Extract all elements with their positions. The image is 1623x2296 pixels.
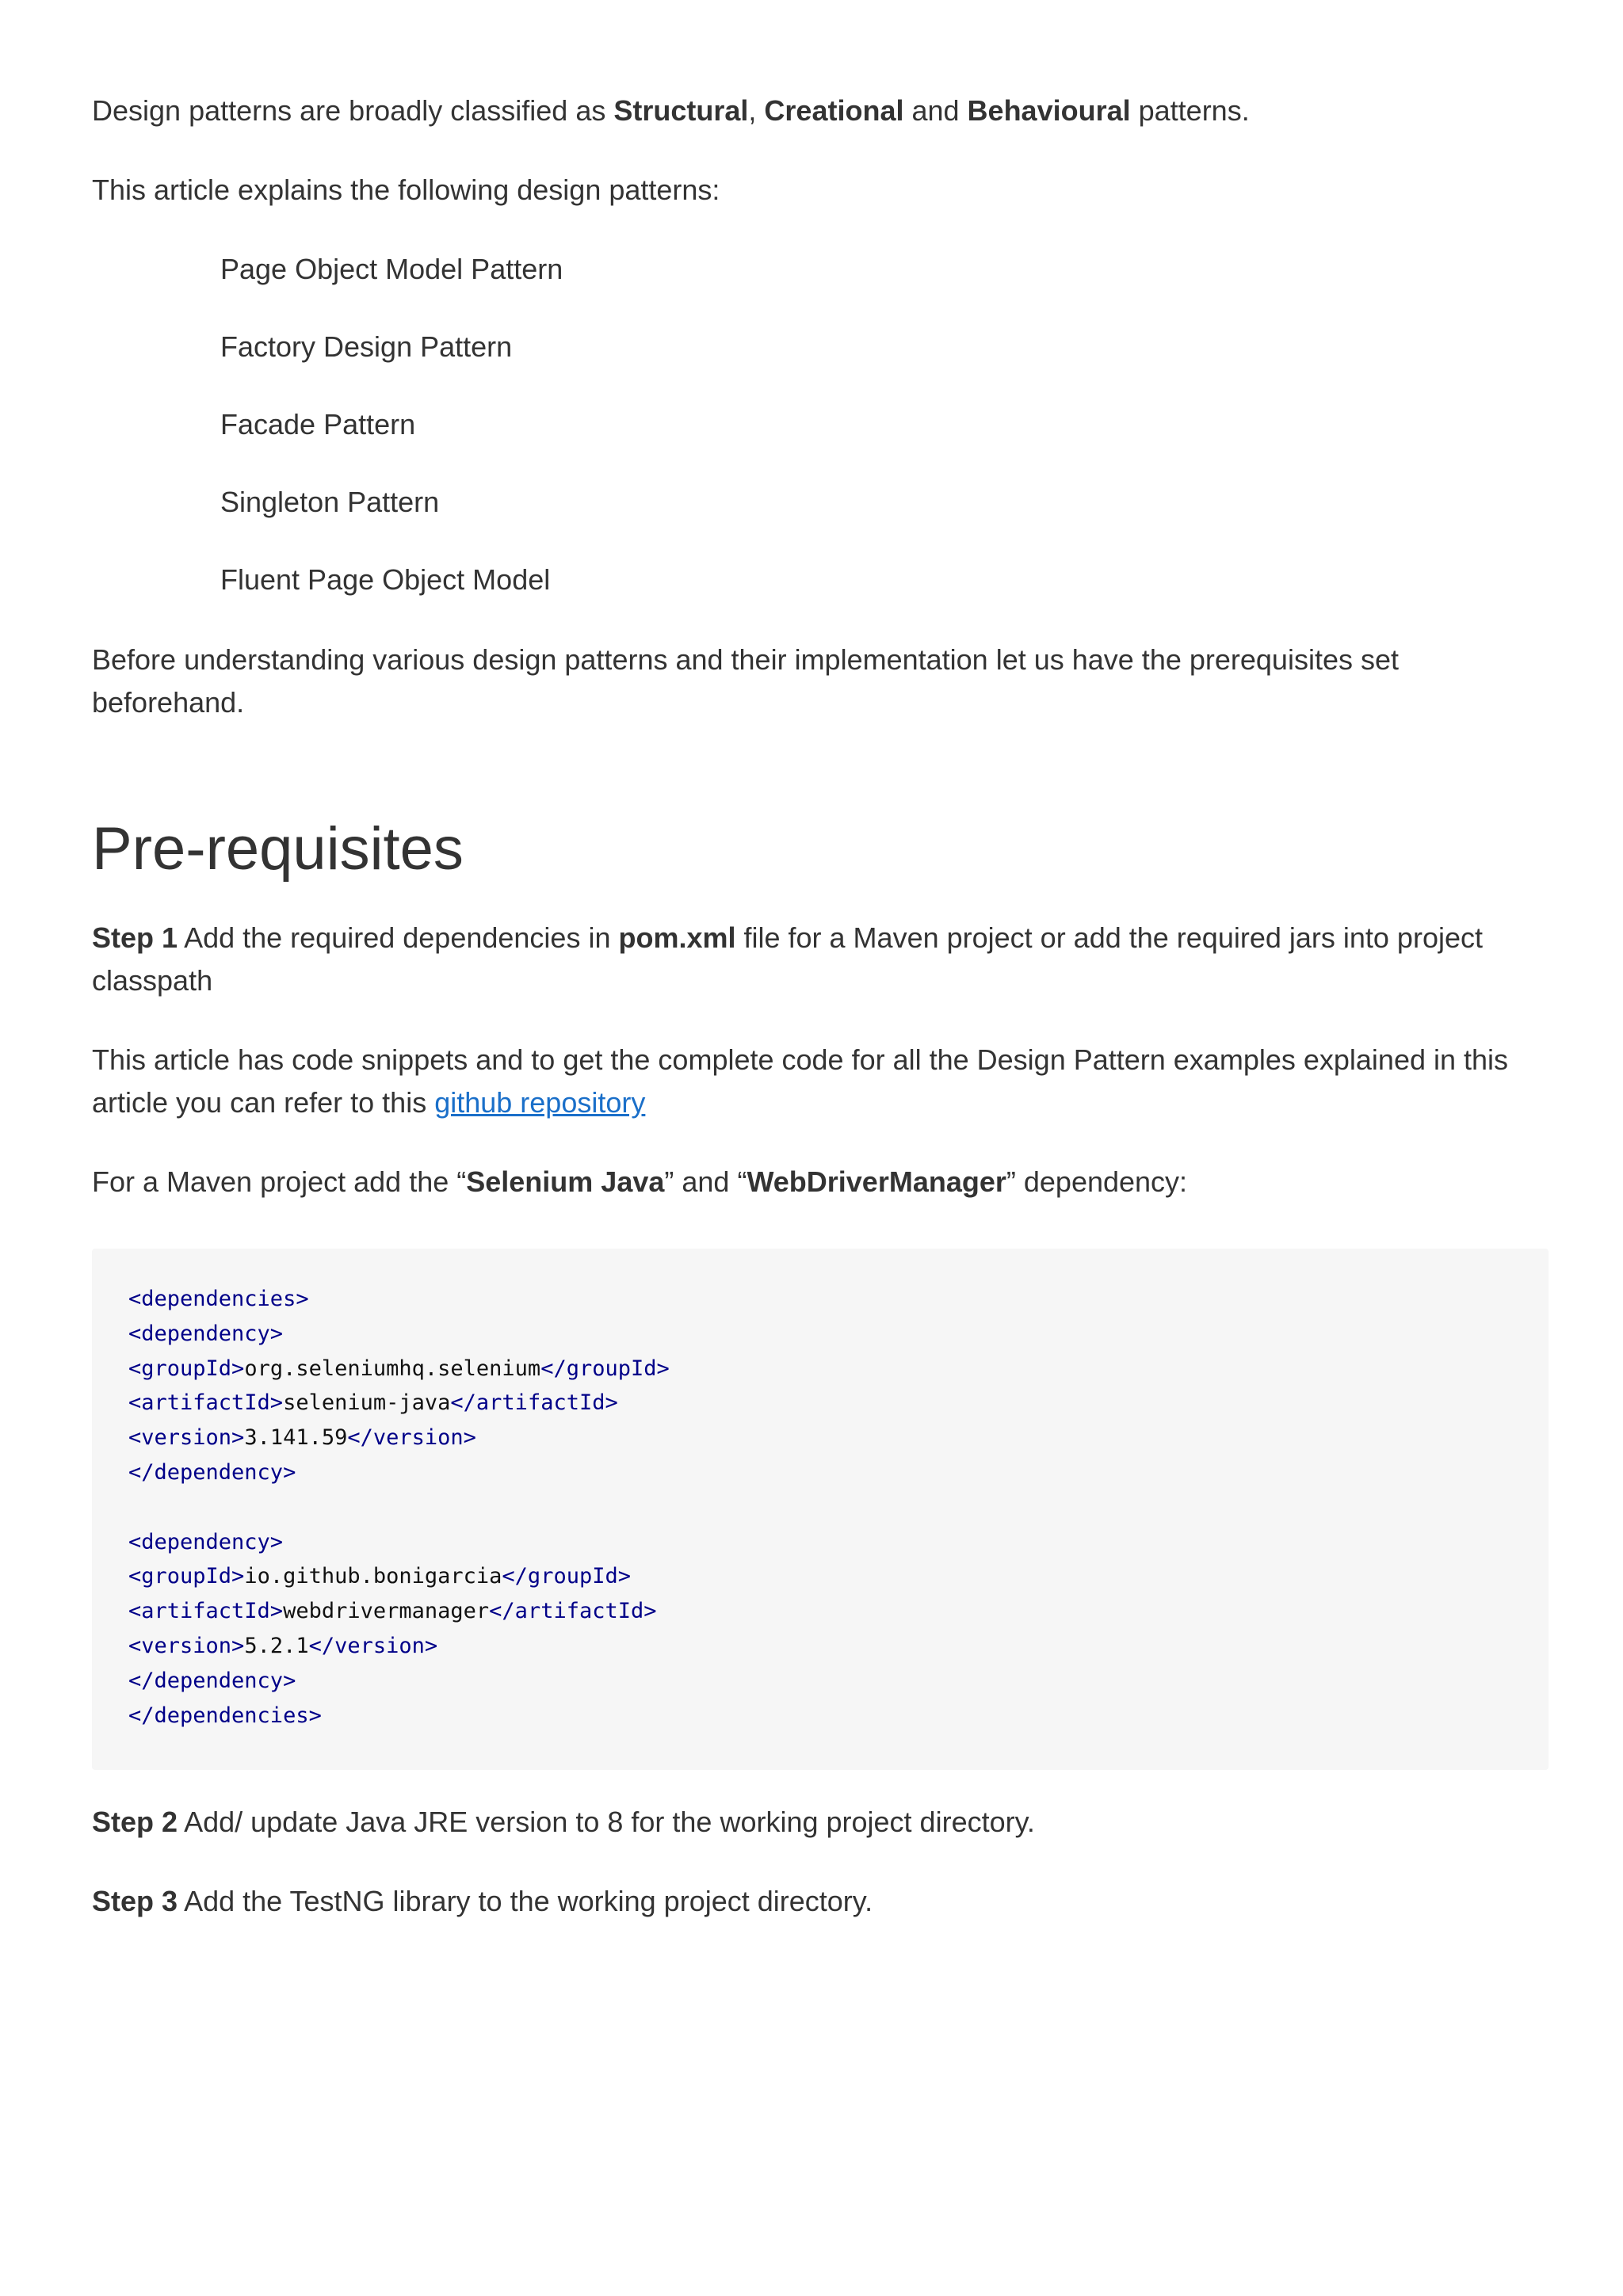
code-value: 5.2.1: [244, 1633, 309, 1658]
code-tag-open: <version>: [128, 1633, 245, 1658]
code-block[interactable]: [92, 1249, 1549, 1770]
code-line: [128, 1699, 1549, 1733]
code-line: [128, 1490, 1549, 1525]
code-line: [128, 1317, 1549, 1352]
classification-text: Design patterns are broadly classified as: [92, 94, 614, 127]
prerequisites-heading: Pre-requisites: [92, 815, 464, 883]
step1-paragraph: [92, 917, 1549, 1002]
pattern-list-item: Fluent Page Object Model: [220, 563, 551, 596]
maven-text-suffix: ” dependency:: [1006, 1165, 1188, 1198]
code-line: [128, 1525, 1549, 1560]
code-tag-close: </groupId>: [540, 1356, 670, 1381]
code-value: io.github.bonigarcia: [244, 1564, 502, 1589]
step3-text: Add the TestNG library to the working project directory.: [178, 1885, 873, 1917]
classification-paragraph: [92, 90, 1549, 132]
code-tag-open: <groupId>: [128, 1564, 245, 1589]
code-value: selenium-java: [283, 1390, 451, 1416]
github-repository-link[interactable]: github repository: [434, 1086, 646, 1119]
code-line: [128, 1282, 1549, 1317]
code-tag-open: </dependency>: [128, 1459, 296, 1485]
step1-text-continued: file for a Maven project or add the required jars into project classpath: [92, 921, 1483, 997]
maven-text: For a Maven project add the “: [92, 1165, 467, 1198]
pattern-list-item: Facade Pattern: [220, 408, 416, 441]
code-line: [128, 1594, 1549, 1629]
pattern-list-item: Page Object Model Pattern: [220, 253, 563, 285]
code-line: [128, 1629, 1549, 1664]
code-tag-open: <dependencies>: [128, 1287, 309, 1311]
code-tag-open: <groupId>: [128, 1356, 245, 1381]
code-tag-close: </version>: [347, 1425, 476, 1451]
selenium-java-term: Selenium Java: [466, 1165, 665, 1198]
pattern-list-item: Singleton Pattern: [220, 486, 440, 518]
code-tag-close: </artifactId>: [450, 1390, 618, 1416]
code-line: [128, 1386, 1549, 1421]
code-line: [128, 1421, 1549, 1455]
code-line: [128, 1352, 1549, 1386]
code-line: [128, 1559, 1549, 1594]
code-tag-open: <dependency>: [128, 1321, 284, 1346]
step1-label: Step 1: [92, 921, 178, 954]
structural-term: Structural: [613, 94, 749, 127]
code-value: 3.141.59: [244, 1425, 348, 1451]
before-paragraph: Before understanding various design patterns and their implementation let us have the prerequisites set beforehand.: [92, 643, 1399, 719]
code-value: webdrivermanager: [283, 1599, 490, 1624]
code-tag-close: </groupId>: [502, 1564, 631, 1589]
code-tag-open: <artifactId>: [128, 1390, 284, 1416]
code-value: org.seleniumhq.selenium: [244, 1356, 541, 1381]
creational-term: Creational: [764, 94, 904, 127]
code-tag-open: </dependencies>: [128, 1703, 322, 1728]
step3-paragraph: [92, 1880, 1549, 1923]
code-tag-open: <version>: [128, 1425, 245, 1451]
behavioural-term: Behavioural: [967, 94, 1131, 127]
webdrivermanager-term: WebDriverManager: [747, 1165, 1006, 1198]
comma-text: ,: [748, 94, 757, 127]
step1-text: Add the required dependencies in: [178, 921, 619, 954]
step2-text: Add/ update Java JRE version to 8 for the working project directory.: [178, 1806, 1035, 1838]
code-tag-close: </version>: [308, 1633, 438, 1658]
step2-label: Step 2: [92, 1806, 178, 1838]
step3-label: Step 3: [92, 1885, 178, 1917]
code-tag-open: </dependency>: [128, 1668, 296, 1693]
maven-paragraph: [92, 1161, 1549, 1203]
code-line: [128, 1664, 1549, 1699]
and-text: and: [903, 94, 968, 127]
article-code-text: This article has code snippets and to get the complete code for all the Design Pattern examples explained in this article you can refer to this: [92, 1043, 1509, 1119]
code-tag-open: <artifactId>: [128, 1599, 284, 1624]
code-line: [128, 1455, 1549, 1490]
pattern-list-item: Factory Design Pattern: [220, 330, 513, 363]
code-tag-open: <dependency>: [128, 1529, 284, 1554]
explains-paragraph: This article explains the following design patterns:: [92, 174, 720, 206]
article-code-paragraph: [92, 1039, 1549, 1124]
code-tag-close: </artifactId>: [489, 1599, 657, 1624]
step2-paragraph: [92, 1801, 1549, 1844]
pom-xml-term: pom.xml: [618, 921, 736, 954]
classification-suffix: patterns.: [1130, 94, 1250, 127]
maven-text-mid: ” and “: [664, 1165, 747, 1198]
